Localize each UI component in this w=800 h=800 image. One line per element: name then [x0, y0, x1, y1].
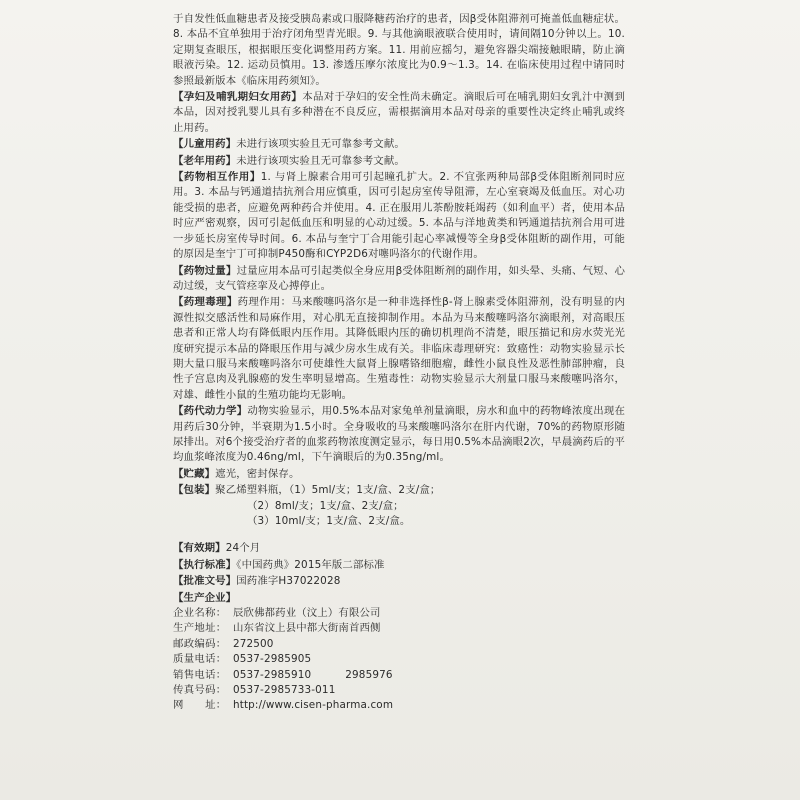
section-text: 未进行该项实验且无可靠参考文献。	[236, 138, 405, 151]
manufacturer-postcode-row	[173, 637, 625, 652]
section-text: 本品对于孕妇的安全性尚未确定。滴眼后可在哺乳期妇女乳汁中测到本品，因对授乳婴儿具有多种潜在不良反应，需根据滴用本品对母亲的重要性决定终止哺乳或终止用药。	[173, 91, 625, 134]
section-drug-interactions	[173, 170, 625, 262]
section-heading: 【包装】	[173, 484, 216, 497]
section-standard	[173, 558, 625, 573]
packaging-line-1	[173, 483, 625, 498]
section-storage	[173, 467, 625, 482]
packaging-option: 聚乙烯塑料瓶，（1）5ml/支；1支/盒、2支/盒；	[215, 484, 441, 497]
section-text: 1. 与肾上腺素合用可引起瞳孔扩大。2. 不宜张两种局部β受体阻断剂同时应用。3. 本品与钙通道拮抗剂合用应慎重，因可引起房室传导阻滞，左心室衰竭及低血压。对心功能受损的患者，应避免两种药合并使用。4. 正在服用儿茶酚胺耗竭药（如利血平）者，使用本品时应严密观察，因可引起低血压和明显的心动过缓。5. 本品与洋地黄类和钙通道拮抗剂合用可进一步延长房室传导时间。6. 本品与奎宁丁合用能引起心率减慢等全身β受体阻断的副作用，可能的原因是奎宁丁可抑制P450酶和CYP2D6对噻吗洛尔的代谢作用。	[173, 171, 625, 261]
packaging-line-2	[173, 499, 625, 514]
section-text: 《中国药典》2015年版二部标准	[236, 558, 385, 571]
section-pregnancy-lactation	[173, 90, 625, 136]
section-heading: 【贮藏】	[173, 467, 216, 480]
section-text: 遮光，密封保存。	[215, 467, 300, 480]
section-heading: 【执行标准】	[173, 558, 237, 571]
paragraph-text: 于自发性低血糖患者及接受胰岛素或口服降糖药治疗的患者，因β受体阻滞剂可掩盖低血糖症状。8. 本品不宜单独用于治疗闭角型青光眼。9. 与其他滴眼液联合使用时，请间隔10分钟以上。10. 定期复查眼压，根据眼压变化调整用药方案。11. 用前应摇匀，避免容器尖端接触眼睛，防止滴眼液污染。12. 运动员慎用。13. 渗透压摩尔浓度比为0.9～1.3。14. 在临床使用过程中请同时参照最新版本《临床用药须知》。	[173, 13, 625, 87]
precautions-continued	[173, 12, 625, 89]
row-label: 企业名称：	[173, 607, 227, 620]
section-text: 药理作用：马来酸噻吗洛尔是一种非选择性β-肾上腺素受体阻滞剂，没有明显的内源性拟交感活性和局麻作用，对心肌无直接抑制作用。本品为马来酸噻吗洛尔滴眼剂，对高眼压患者和正常人均有降低眼内压作用。其降低眼内压的确切机理尚不清楚，眼压描记和房水荧光光度研究提示本品的降眼压作用与减少房水生成有关。非临床毒理研究：致癌性：动物实验显示长期大量口服马来酸噻吗洛尔可使雄性大鼠肾上腺嗜铬细胞瘤，雌性小鼠良性及恶性肺部肿瘤，良性子宫息肉及乳腺癌的发生率明显增高。生殖毒性：动物实验显示大剂量口服马来酸噻吗洛尔，对雄、雌性小鼠的生殖功能均无影响。	[173, 296, 625, 401]
row-label: 生产地址：	[173, 622, 227, 635]
row-value: 0537-2985910	[233, 668, 312, 681]
section-validity	[173, 541, 625, 556]
manufacturer-name-row	[173, 606, 625, 621]
row-label: 销售电话：	[173, 668, 227, 681]
section-heading: 【有效期】	[173, 542, 226, 555]
manufacturer-quality-phone-row	[173, 652, 625, 667]
row-label: 邮政编码：	[173, 637, 227, 650]
manufacturer-address-row	[173, 621, 625, 636]
row-value: 272500	[233, 637, 274, 650]
section-heading: 【生产企业】	[173, 591, 237, 604]
section-pharmacokinetics	[173, 404, 625, 466]
packaging-option: （2）8ml/支；1支/盒、2支/盒；	[247, 499, 404, 512]
section-heading: 【药物过量】	[173, 264, 237, 277]
row-label: 质量电话：	[173, 653, 227, 666]
section-heading: 【老年用药】	[173, 154, 237, 167]
section-heading: 【孕妇及哺乳期妇女用药】	[173, 91, 303, 104]
spacer	[173, 529, 625, 541]
packaging-option: （3）10ml/支；1支/盒、2支/盒。	[247, 515, 411, 527]
section-heading: 【批准文号】	[173, 575, 237, 588]
section-heading: 【药代动力学】	[173, 405, 248, 418]
manufacturer-website-row	[173, 698, 625, 713]
section-geriatric-use	[173, 154, 625, 169]
section-text: 24个月	[225, 542, 261, 555]
section-text: 过量应用本品可引起类似全身应用β受体阻断剂的副作用，如头晕、头痛、气短、心动过缓，支气管痉挛及心搏停止。	[173, 264, 625, 292]
section-text: 国药准字H37022028	[236, 575, 341, 588]
row-value: 0537-2985733-011	[233, 684, 336, 697]
row-value: 0537-2985905	[233, 653, 312, 666]
section-pharmacology-toxicology	[173, 295, 625, 403]
section-text: 动物实验显示，用0.5%本品对家兔单剂量滴眼，房水和血中的药物峰浓度出现在用药后30分钟，半衰期为1.5小时。全身吸收的马来酸噻吗洛尔在肝内代谢，70%的药物原形随尿排出。对6个接受治疗者的血浆药物浓度测定显示，每日用0.5%本品滴眼2次，早晨滴药后的平均血浆峰浓度为0.46ng/ml，下午滴眼后的为0.35ng/ml。	[173, 405, 625, 464]
section-approval-number	[173, 574, 625, 589]
section-packaging	[173, 483, 625, 529]
section-text: 未进行该项实验且无可靠参考文献。	[236, 154, 405, 167]
row-label: 传真号码：	[173, 684, 227, 697]
row-label: 网 址：	[173, 699, 227, 712]
section-manufacturer	[173, 591, 625, 606]
manufacturer-fax-row	[173, 683, 625, 698]
row-value: http://www.cisen-pharma.com	[233, 699, 394, 712]
row-value: 辰欣佛都药业（汶上）有限公司	[233, 607, 381, 620]
section-heading: 【药理毒理】	[173, 296, 238, 309]
row-value-secondary: 2985976	[345, 668, 393, 681]
packaging-line-3	[173, 514, 625, 529]
row-value: 山东省汶上县中都大街南首西侧	[233, 622, 381, 635]
manufacturer-sales-phone-row	[173, 668, 625, 683]
section-heading: 【儿童用药】	[173, 138, 237, 151]
section-overdose	[173, 264, 625, 295]
insert-text-column	[173, 12, 625, 714]
section-heading: 【药物相互作用】	[173, 171, 261, 184]
section-pediatric-use	[173, 137, 625, 152]
